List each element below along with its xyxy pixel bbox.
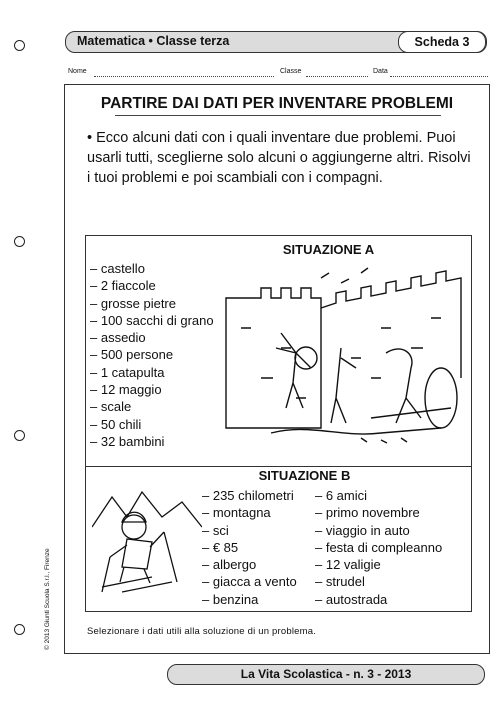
list-item: – sci: [202, 522, 229, 538]
list-item: – 235 chilometri: [202, 488, 294, 503]
list-item: – 100 sacchi di grano: [90, 312, 214, 328]
list-item: – assedio: [90, 330, 146, 346]
binder-hole: [14, 40, 25, 51]
situation-a-title: SITUAZIONE A: [282, 242, 375, 257]
subject-label: Matematica • Classe terza: [77, 34, 230, 48]
situation-b-box: [85, 465, 472, 612]
list-item: – 50 chili: [90, 416, 142, 432]
list-item: – viaggio in auto: [315, 522, 410, 538]
list-item: – € 85: [202, 539, 239, 555]
worksheet-title: PARTIRE DAI DATI PER INVENTARE PROBLEMI: [100, 95, 454, 112]
castle-siege-illustration: [221, 258, 466, 448]
class-label: Classe: [280, 68, 302, 75]
list-item: – 12 valigie: [315, 557, 381, 573]
header-bar: [65, 31, 487, 53]
list-item: – 12 maggio: [90, 382, 162, 398]
list-item: – castello: [90, 261, 145, 276]
list-item: – grosse pietre: [90, 295, 176, 311]
list-item: – 32 bambini: [90, 433, 165, 449]
list-item: – autostrada: [315, 591, 388, 607]
sheet-label: Scheda 3: [398, 31, 486, 53]
skier-illustration: [92, 487, 202, 597]
list-item: – 2 fiaccole: [90, 278, 156, 294]
binder-hole: [14, 624, 25, 635]
situation-b-list-left: [202, 487, 297, 608]
list-item: – 500 persone: [90, 347, 174, 363]
date-line[interactable]: [390, 76, 488, 77]
list-item: – primo novembre: [315, 505, 420, 521]
intro-text: • Ecco alcuni dati con i quali inventare due problemi. Puoi usarli tutti, sceglierne solo alcuni o aggiungerne altri. Risolvi i tuoi problemi e poi scambiali con i compagni.: [87, 130, 471, 186]
list-item: – giacca a vento: [202, 574, 297, 590]
list-item: – benzina: [202, 591, 259, 607]
copyright: © 2013 Giunti Scuola S.r.l., Firenze: [44, 548, 51, 650]
situation-b-list-right: [315, 487, 442, 608]
title-underline: [115, 115, 441, 116]
list-item: – scale: [90, 399, 132, 415]
list-item: – albergo: [202, 557, 257, 573]
list-item: – 1 catapulta: [90, 364, 165, 380]
situation-a-list: [90, 260, 214, 450]
binder-hole: [14, 430, 25, 441]
date-label: Data: [373, 68, 388, 75]
binder-hole: [14, 236, 25, 247]
class-line[interactable]: [306, 76, 368, 77]
list-item: – festa di compleanno: [315, 539, 443, 555]
situation-a-box: [85, 235, 472, 467]
situation-b-title: SITUAZIONE B: [258, 468, 351, 483]
footer-bar: La Vita Scolastica - n. 3 - 2013: [167, 664, 485, 685]
name-line[interactable]: [94, 76, 274, 77]
list-item: – montagna: [202, 505, 271, 521]
list-item: – strudel: [315, 574, 365, 590]
name-label: Nome: [68, 68, 87, 75]
footnote: Selezionare i dati utili alla soluzione di un problema.: [87, 626, 317, 637]
worksheet-box: [64, 84, 490, 654]
list-item: – 6 amici: [315, 488, 368, 503]
